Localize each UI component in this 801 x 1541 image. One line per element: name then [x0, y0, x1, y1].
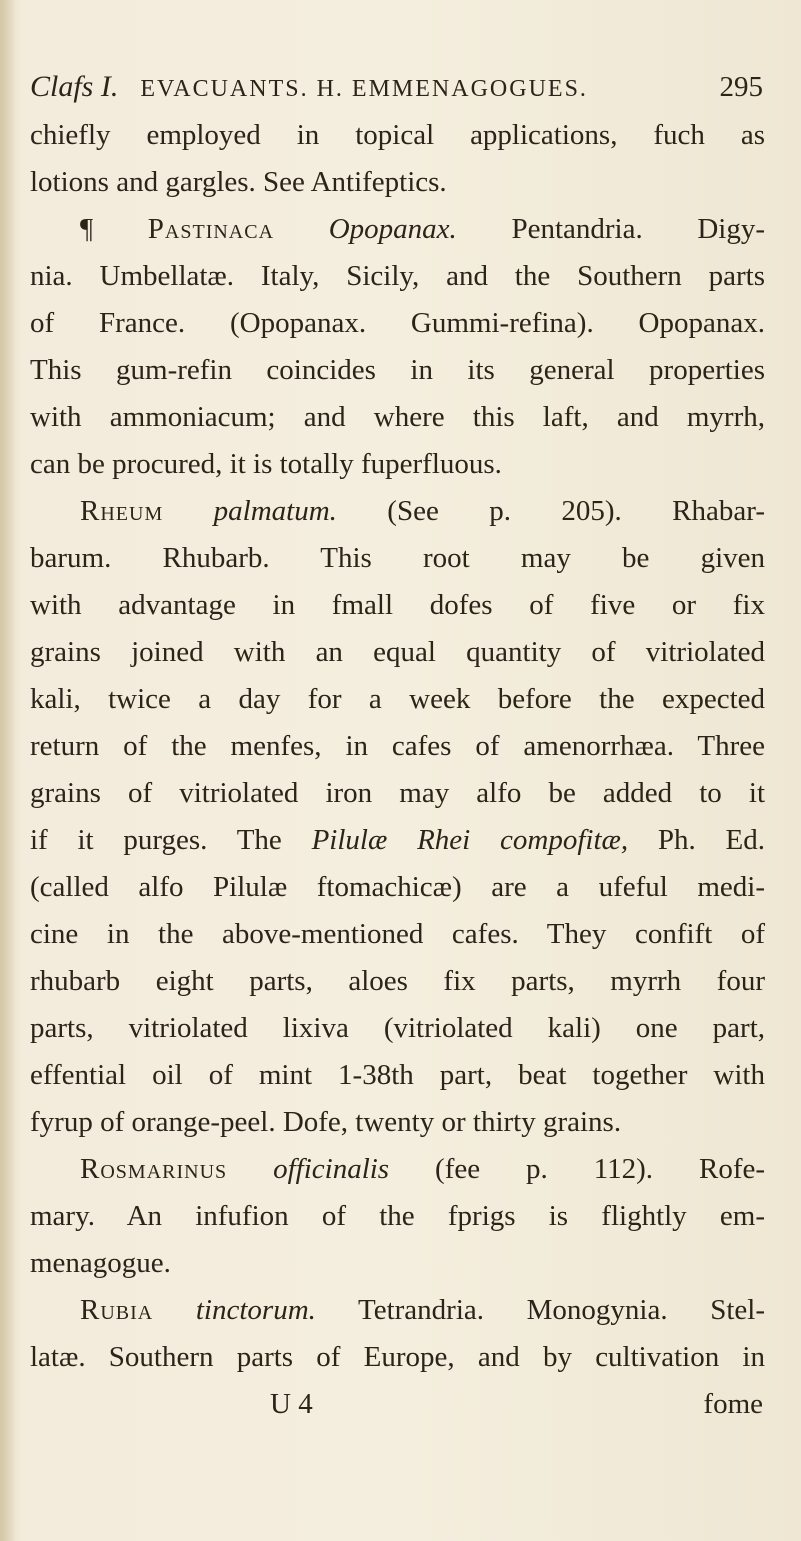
entry-species: officinalis: [273, 1153, 390, 1185]
page-gutter-shadow: [0, 0, 16, 1541]
text-line: nia. Umbellatæ. Italy, Sicily, and the Southern parts: [30, 260, 765, 292]
page-number: 295: [719, 71, 763, 103]
running-title: EVACUANTS. H. EMMENAGOGUES.: [140, 76, 588, 102]
text-line: parts, vitriolated lixiva (vitriolated kali) one part,: [30, 1012, 765, 1044]
text-line: with advantage in fmall dofes of five or fix: [30, 589, 765, 621]
page-footer: [30, 1381, 765, 1428]
signature-mark: U 4: [270, 1388, 313, 1420]
entry-species: palmatum.: [213, 495, 337, 527]
text-segment: if it purges. The: [30, 824, 312, 856]
text-line-mixed: [30, 817, 765, 864]
text-line: mary. An infufion of the fprigs is flightly em-: [30, 1200, 765, 1232]
class-label: Clafs I.: [30, 70, 119, 103]
text-line: grains joined with an equal quantity of vitriolated: [30, 636, 765, 668]
entry-rosmarinus: [30, 1146, 765, 1287]
entry-first-line-rest: (fee p. 112). Rofe-: [435, 1153, 766, 1185]
pilcrow-mark: ¶: [80, 213, 94, 245]
text-line: lotions and gargles. See Antifeptics.: [30, 166, 447, 198]
entry-first-line-rest: Pentandria. Digy-: [511, 213, 766, 245]
text-line: can be procured, it is totally fuperfluous.: [30, 448, 502, 480]
entry-pastinaca: [30, 206, 765, 488]
catchword: fome: [703, 1388, 763, 1420]
entry-term: Rheum: [80, 495, 164, 527]
text-line: chiefly employed in topical applications, fuch as: [30, 119, 765, 151]
entry-first-line-rest: (See p. 205). Rhabar-: [387, 495, 766, 527]
text-line: This gum-refin coincides in its general properties: [30, 354, 765, 386]
text-block: [30, 62, 765, 1428]
entry-rheum: [30, 488, 765, 1146]
entry-rubia: [30, 1287, 765, 1381]
text-segment: Ph. Ed.: [628, 824, 766, 856]
italic-title: Pilulæ Rhei compofitæ,: [311, 824, 629, 856]
text-line: with ammoniacum; and where this laft, and myrrh,: [30, 401, 765, 433]
entry-term: Rosmarinus: [80, 1153, 228, 1185]
entry-first-line: [30, 1146, 765, 1193]
entry-species: Opopanax.: [328, 213, 457, 245]
entry-first-line: [30, 488, 765, 535]
paragraph-antiseptics: [30, 112, 765, 206]
entry-term: Rubia: [80, 1294, 154, 1326]
entry-term: Pastinaca: [147, 213, 275, 245]
text-line: barum. Rhubarb. This root may be given: [30, 542, 765, 574]
text-line: of France. (Opopanax. Gummi-refina). Opopanax.: [30, 307, 765, 339]
entry-first-line-rest: Tetrandria. Monogynia. Stel-: [358, 1294, 765, 1326]
text-line: (called alfo Pilulæ ftomachicæ) are a ufeful medi-: [30, 871, 765, 903]
text-line: effential oil of mint 1-38th part, beat together with: [30, 1059, 765, 1091]
text-line: menagogue.: [30, 1247, 171, 1279]
entry-species: tinctorum.: [195, 1294, 316, 1326]
text-line: rhubarb eight parts, aloes fix parts, myrrh four: [30, 965, 765, 997]
text-line: cine in the above-mentioned cafes. They confift of: [30, 918, 765, 950]
text-line: return of the menfes, in cafes of amenorrhæa. Three: [30, 730, 765, 762]
entry-first-line: [30, 1287, 765, 1334]
entry-first-line: [30, 206, 765, 253]
running-head: [30, 62, 765, 112]
text-line: grains of vitriolated iron may alfo be added to it: [30, 777, 765, 809]
text-line: fyrup of orange-peel. Dofe, twenty or thirty grains.: [30, 1106, 622, 1138]
text-line: kali, twice a day for a week before the expected: [30, 683, 765, 715]
text-line: latæ. Southern parts of Europe, and by cultivation in: [30, 1341, 765, 1373]
